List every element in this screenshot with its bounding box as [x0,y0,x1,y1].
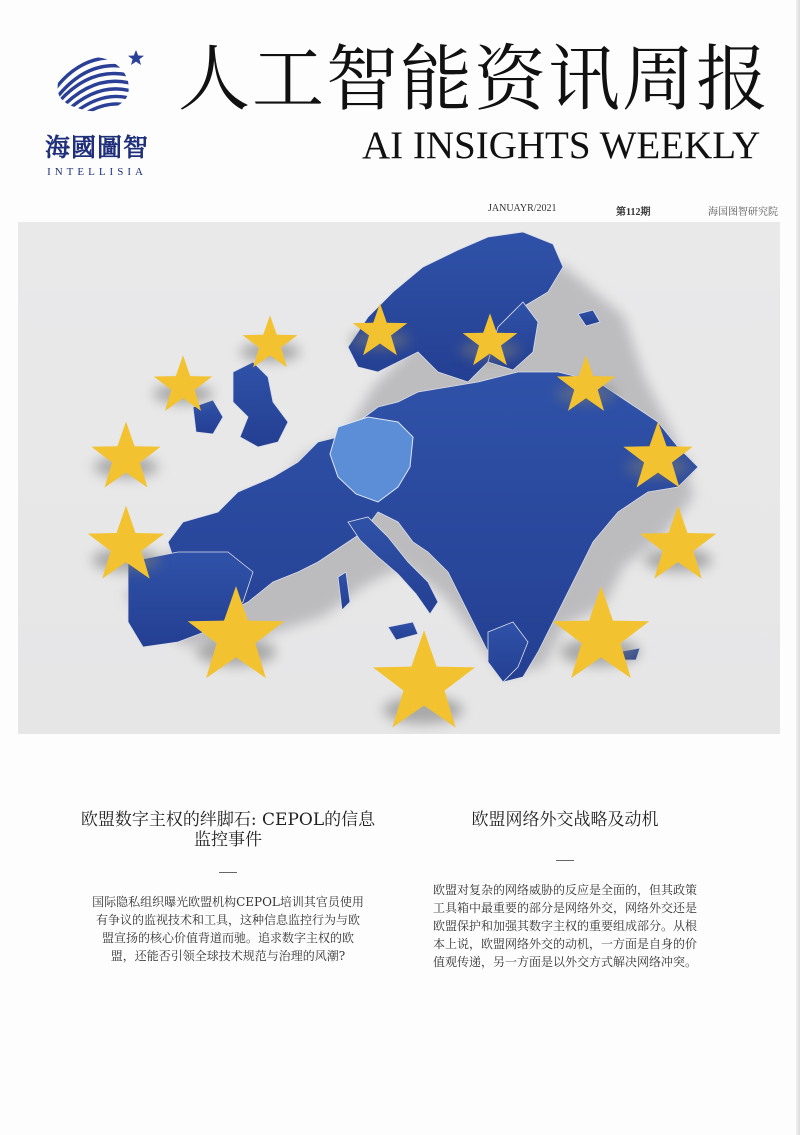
issue-date: JANUAYR/2021 [488,203,557,214]
article-2-title[interactable]: 欧盟网络外交战略及动机 [471,810,659,830]
article-2-summary: 欧盟对复杂的网络威胁的反应是全面的，但其政策工具箱中最重要的部分是网络外交，网络外交还是欧盟保护和加强其数字主权的重要组成部分。从根本上说，欧盟网络外交的动机，一方面是自身的价值观传递，另一方面是以外交方式解决网络冲突。 [432,883,697,969]
article-1 [78,810,378,965]
shell-logo-icon [50,48,150,120]
page-edge-shadow [796,0,800,1135]
article-1-summary: 国际隐私组织曝光欧盟机构CEPOL培训其官员使用有争议的监视技术和工具，这种信息监控行为与欧盟宣扬的核心价值背道而驰。追求数字主权的欧盟，还能否引领全球技术规范与治理的风潮? [92,895,364,963]
logo-star [128,50,144,65]
logo-chinese-name: 海國圖智 [44,133,149,162]
issue-number: 第112期 [616,207,651,218]
logo [22,48,172,183]
publisher-name: 海国图智研究院 [708,207,778,218]
hero-image [18,222,780,734]
title-chinese: 人工智能资讯周报 [178,37,771,121]
article-1-title[interactable]: 欧盟数字主权的绊脚石: CEPOL的信息监控事件 [80,810,376,850]
logo-english-name: INTELLISIA [47,166,147,178]
article-2-divider [556,860,574,861]
title-english: AI INSIGHTS WEEKLY [362,124,761,167]
article-1-divider [219,872,237,873]
eu-map-icon [18,222,780,734]
article-2 [415,810,715,971]
